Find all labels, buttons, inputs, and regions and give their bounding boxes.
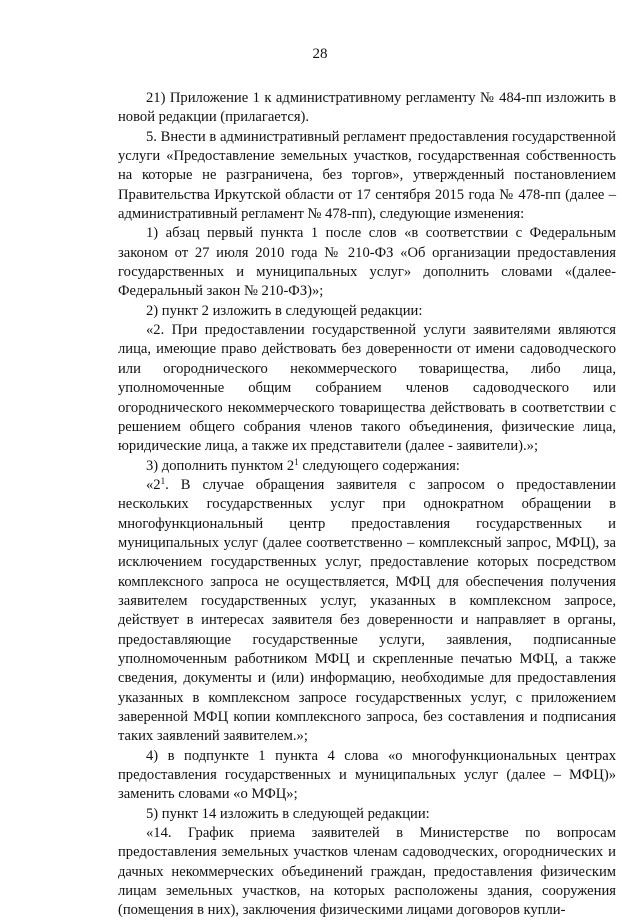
paragraph-point-14-text: «14. График приема заявителей в Министерстве по вопросам предоставления земельных участков членам садоводческих, огороднических и дачных некоммерческих объединений граждан, предоставления физическим лицам земельных участков, на которых расположены здания, сооружения (помещения в них), заключения физическими лицами договоров купли- bbox=[118, 825, 616, 919]
page-number: 28 bbox=[312, 46, 328, 62]
paragraph-subitem-1: 1) абзац первый пункта 1 после слов «в соответствии с Федеральным законом от 27 июля 2010 года № 210-ФЗ «Об организации предоставления государственных и муниципальных услуг» дополнить словами «(далее- Федеральный закон № 210-ФЗ)»; bbox=[118, 225, 616, 300]
document-body bbox=[118, 89, 616, 921]
paragraph-subitem-3: 3) дополнить пунктом $2^1$ следующего содержания: bbox=[146, 456, 460, 474]
superscript: 1 bbox=[160, 475, 166, 486]
paragraph-subitem-5: 5) пункт 14 изложить в следующей редакции: bbox=[146, 805, 430, 822]
paragraph-subitem-2: 2) пункт 2 изложить в следующей редакции: bbox=[146, 302, 423, 319]
paragraph-item-5: 5. Внести в административный регламент предоставления государственной услуги «Предоставление земельных участков, государственная собственность на которые не разграничена, без торгов», утвержденный постановлением Правительства Иркутской области от 17 сентября 2015 года № 478-пп (далее – административный регламент № 478-пп), следующие изменения: bbox=[118, 128, 616, 223]
superscript: 1 bbox=[294, 456, 299, 467]
paragraph-subitem-4: 4) в подпункте 1 пункта 4 слова «о многофункциональных центрах предоставления государственных и муниципальных услуг (далее – МФЦ)» заменить словами «о МФЦ»; bbox=[118, 747, 616, 803]
paragraph-point-2-text: «2. При предоставлении государственной услуги заявителями являются лица, имеющие право действовать без доверенности от имени садоводческого или огороднического некоммерческого товарищества, либо лица, уполномоченные общим собранием членов садоводческого или огороднического некоммерческого товарищества действовать в соответствии с решением общего собрания членов такого объединения, физические лица, юридические лица, а также их представители (далее - заявители).»; bbox=[118, 322, 616, 455]
paragraph-appendix-1: 21) Приложение 1 к административному регламенту № 484-пп изложить в новой редакции (прилагается). bbox=[118, 90, 616, 126]
paragraph-point-2-1-text: «$2^1$. В случае обращения заявителя с запросом о предоставлении нескольких государственных услуг при однократном обращении в многофункциональный центр предоставления государственных и муниципальных услуг (далее соответственно – комплексный запрос, МФЦ), за исключением государственных услуг, предоставление которых посредством комплексного запроса не осуществляется, МФЦ для обеспечения получения заявителем государственных услуг, указанных в комплексном запросе, действует в интересах заявителя без доверенности и направляет в органы, предоставляющие государственные услуги, заявления, подписанные уполномоченным работником МФЦ и скрепленные печатью МФЦ, а также сведения, документы и (или) информацию, необходимые для предоставления указанных в комплексном запросе государственных услуг, с приложением заверенной МФЦ копии комплексного запроса, без составления и подписания таких заявлений заявителем.»; bbox=[118, 475, 616, 745]
